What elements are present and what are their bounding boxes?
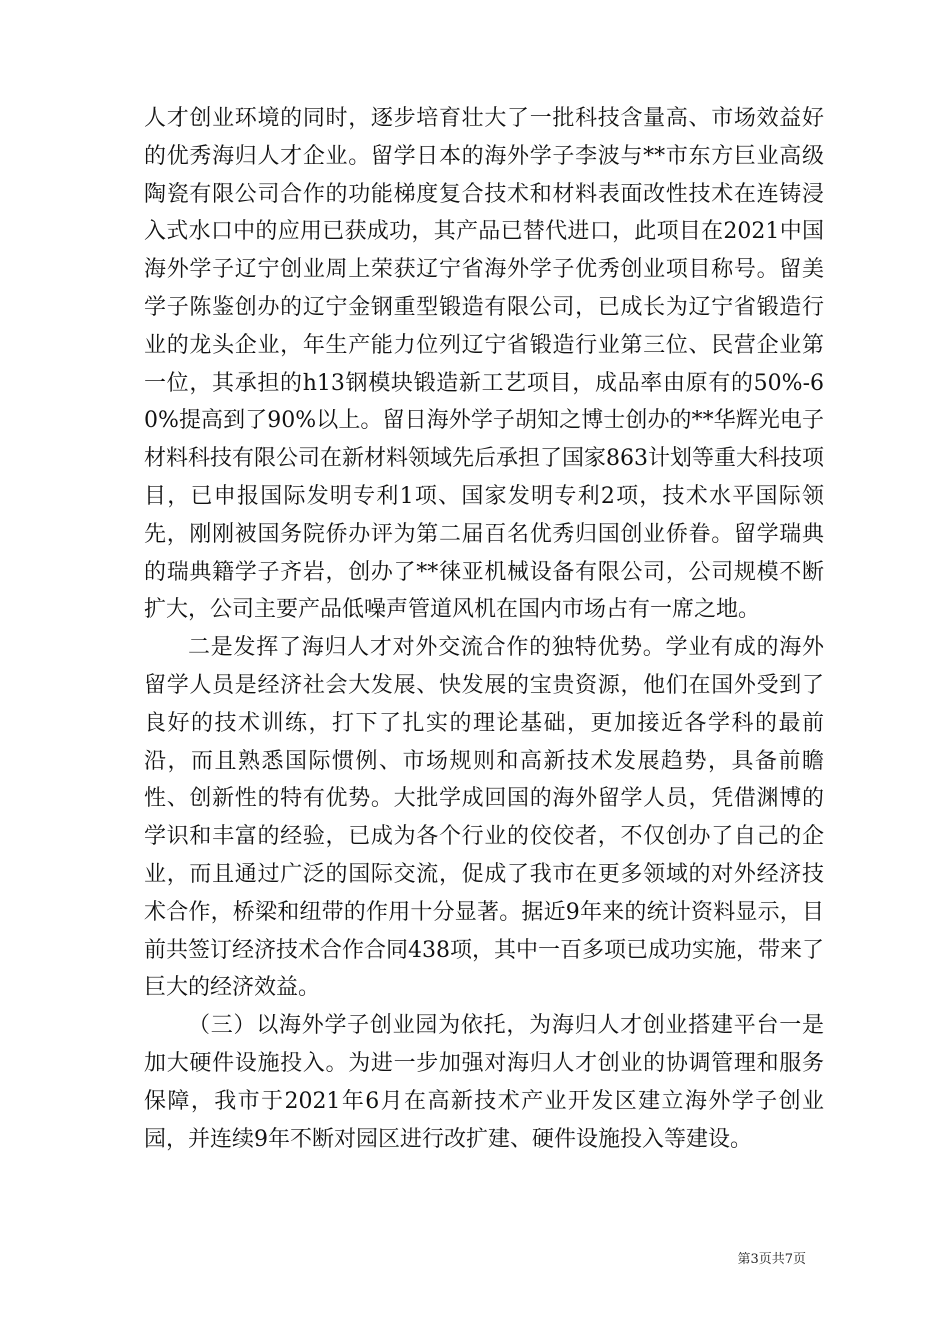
paragraph-1: 人才创业环境的同时，逐步培育壮大了一批科技含量高、市场效益好的优秀海归人才企业。留学日本的海外学子李波与**市东方巨业高级陶瓷有限公司合作的功能梯度复合技术和材料表面改性技术在连铸浸入式水口中的应用已获成功，其产品已替代进口，此项目在2021中国海外学子辽宁创业周上荣获辽宁省海外学子优秀创业项目称号。留美学子陈鉴创办的辽宁金钢重型锻造有限公司，已成长为辽宁省锻造行业的龙头企业，年生产能力位列辽宁省锻造行业第三位、民营企业第一位，其承担的h13钢模块锻造新工艺项目，成品率由原有的50%-60%提高到了90%以上。留日海外学子胡知之博士创办的**华辉光电子材料科技有限公司在新材料领域先后承担了国家863计划等重大科技项目，已申报国际发明专利1项、国家发明专利2项，技术水平国际领先，刚刚被国务院侨办评为第二届百名优秀归国创业侨眷。留学瑞典的瑞典籍学子齐岩，创办了**徕亚机械设备有限公司，公司规模不断扩大，公司主要产品低噪声管道风机在国内市场占有一席之地。 xyxy=(144,106,824,623)
document-body xyxy=(144,100,824,1158)
page-number: 第3页共7页 xyxy=(737,1252,806,1267)
paragraph-3: （三）以海外学子创业园为依托，为海归人才创业搭建平台一是加大硬件设施投入。为进一步加强对海归人才创业的协调管理和服务保障，我市于2021年6月在高新技术产业开发区建立海外学子创业园，并连续9年不断对园区进行改扩建、硬件设施投入等建设。 xyxy=(144,1013,824,1152)
paragraph-2: 二是发挥了海归人才对外交流合作的独特优势。学业有成的海外留学人员是经济社会大发展、快发展的宝贵资源，他们在国外受到了良好的技术训练，打下了扎实的理论基础，更加接近各学科的最前沿，而且熟悉国际惯例、市场规则和高新技术发展趋势，具备前瞻性、创新性的特有优势。大批学成回国的海外留学人员，凭借渊博的学识和丰富的经验，已成为各个行业的佼佼者，不仅创办了自己的企业，而且通过广泛的国际交流，促成了我市在更多领域的对外经济技术合作，桥梁和纽带的作用十分显著。据近9年来的统计资料显示，目前共签订经济技术合作合同438项，其中一百多项已成功实施，带来了巨大的经济效益。 xyxy=(144,635,824,1001)
